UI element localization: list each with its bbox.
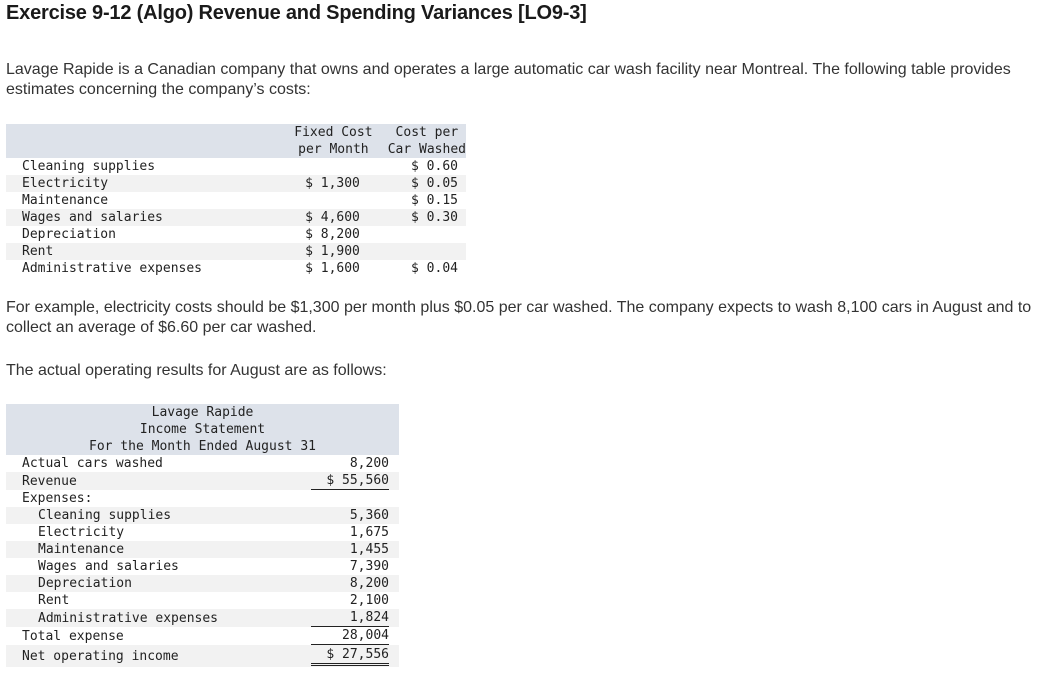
cost-label: Rent — [6, 243, 279, 260]
var-cost: $ 0.15 — [411, 193, 458, 208]
fixed-cost-header-2: per Month — [279, 141, 388, 158]
net-income-value: $ 27,556 — [311, 646, 389, 666]
expense-value: 1,675 — [349, 525, 389, 540]
income-header-title: Income Statement — [6, 421, 399, 438]
expense-label: Cleaning supplies — [6, 507, 269, 524]
expense-value: 8,200 — [269, 575, 399, 592]
actual-intro: The actual operating results for August are as follows: — [6, 362, 387, 379]
expense-value: 5,360 — [269, 507, 399, 524]
expense-label: Administrative expenses — [6, 609, 269, 627]
income-row-expenses — [6, 490, 399, 507]
expense-label: Rent — [38, 593, 70, 608]
cost-label: Electricity — [6, 175, 279, 192]
revenue-label: Revenue — [6, 472, 269, 490]
var-cost — [388, 226, 466, 243]
fixed-cost: $ 8,200 — [305, 227, 360, 242]
expense-row — [6, 609, 399, 627]
cost-label: Wages and salaries — [6, 209, 279, 226]
var-cost: $ 0.04 — [411, 261, 458, 276]
fixed-cost — [279, 158, 388, 175]
expense-row — [6, 592, 399, 609]
fixed-cost: $ 1,900 — [279, 243, 388, 260]
income-header-period: For the Month Ended August 31 — [6, 438, 399, 455]
expense-row — [6, 524, 399, 541]
cost-label: Maintenance — [22, 193, 109, 208]
var-cost-header-1: Cost per — [388, 124, 466, 141]
net-income-label: Net operating income — [6, 645, 269, 667]
expense-value: 2,100 — [349, 593, 389, 608]
expense-value: 1,824 — [311, 609, 389, 627]
cost-row — [6, 175, 466, 192]
expense-label: Depreciation — [6, 575, 269, 592]
var-cost-header-2: Car Washed — [387, 142, 466, 157]
cost-label: Cleaning supplies — [22, 159, 156, 174]
fixed-cost: $ 1,300 — [279, 175, 388, 192]
cost-row — [6, 209, 466, 226]
cost-label: Depreciation — [22, 227, 116, 242]
fixed-cost — [279, 192, 388, 209]
cost-row — [6, 226, 466, 243]
expense-row — [6, 558, 399, 575]
expense-label: Maintenance — [6, 541, 269, 558]
exercise-title: Exercise 9-12 (Algo) Revenue and Spending Variances [LO9-3] — [6, 2, 587, 24]
cost-row — [6, 158, 466, 175]
expense-label: Electricity — [38, 525, 125, 540]
income-header-company: Lavage Rapide — [6, 404, 399, 421]
income-row-total — [6, 627, 399, 645]
expense-value: 1,455 — [269, 541, 399, 558]
expense-value: 7,390 — [349, 559, 389, 574]
fixed-cost-header-1: Fixed Cost — [279, 124, 388, 141]
var-cost: $ 0.60 — [411, 159, 458, 174]
cost-row — [6, 192, 466, 209]
income-row-revenue — [6, 472, 399, 490]
cost-row — [6, 260, 466, 277]
cost-header-blank — [6, 124, 279, 141]
expense-row — [6, 575, 399, 592]
cars-value: 8,200 — [349, 456, 389, 471]
fixed-cost: $ 1,600 — [305, 261, 360, 276]
example-paragraph: For example, electricity costs should be $1,300 per month plus $0.05 per car washed. The company expects to wash 8,100 cars in August and to collect an average of $6.60 per car washed. — [6, 299, 1032, 336]
cost-estimates-table — [6, 124, 466, 277]
intro-paragraph: Lavage Rapide is a Canadian company that owns and operates a large automatic car wash facility near Montreal. The following table provides estimates concerning the company’s costs: — [6, 61, 1011, 98]
cost-row — [6, 243, 466, 260]
total-expense-label: Total expense — [22, 628, 124, 644]
expense-row — [6, 541, 399, 558]
var-cost: $ 0.05 — [388, 175, 466, 192]
cost-label: Administrative expenses — [22, 261, 203, 276]
revenue-value: $ 55,560 — [311, 472, 389, 490]
fixed-cost: $ 4,600 — [279, 209, 388, 226]
expense-row — [6, 507, 399, 524]
income-row-net — [6, 645, 399, 667]
cars-label: Actual cars washed — [22, 456, 163, 471]
expenses-label: Expenses: — [22, 491, 93, 506]
total-expense-value: 28,004 — [311, 627, 389, 645]
cost-header-row-2 — [6, 141, 466, 158]
var-cost: $ 0.30 — [388, 209, 466, 226]
var-cost — [388, 243, 466, 260]
expense-label: Wages and salaries — [38, 559, 179, 574]
income-row-cars — [6, 455, 399, 472]
income-statement-table — [6, 404, 399, 667]
cost-header-row-1 — [6, 124, 466, 141]
